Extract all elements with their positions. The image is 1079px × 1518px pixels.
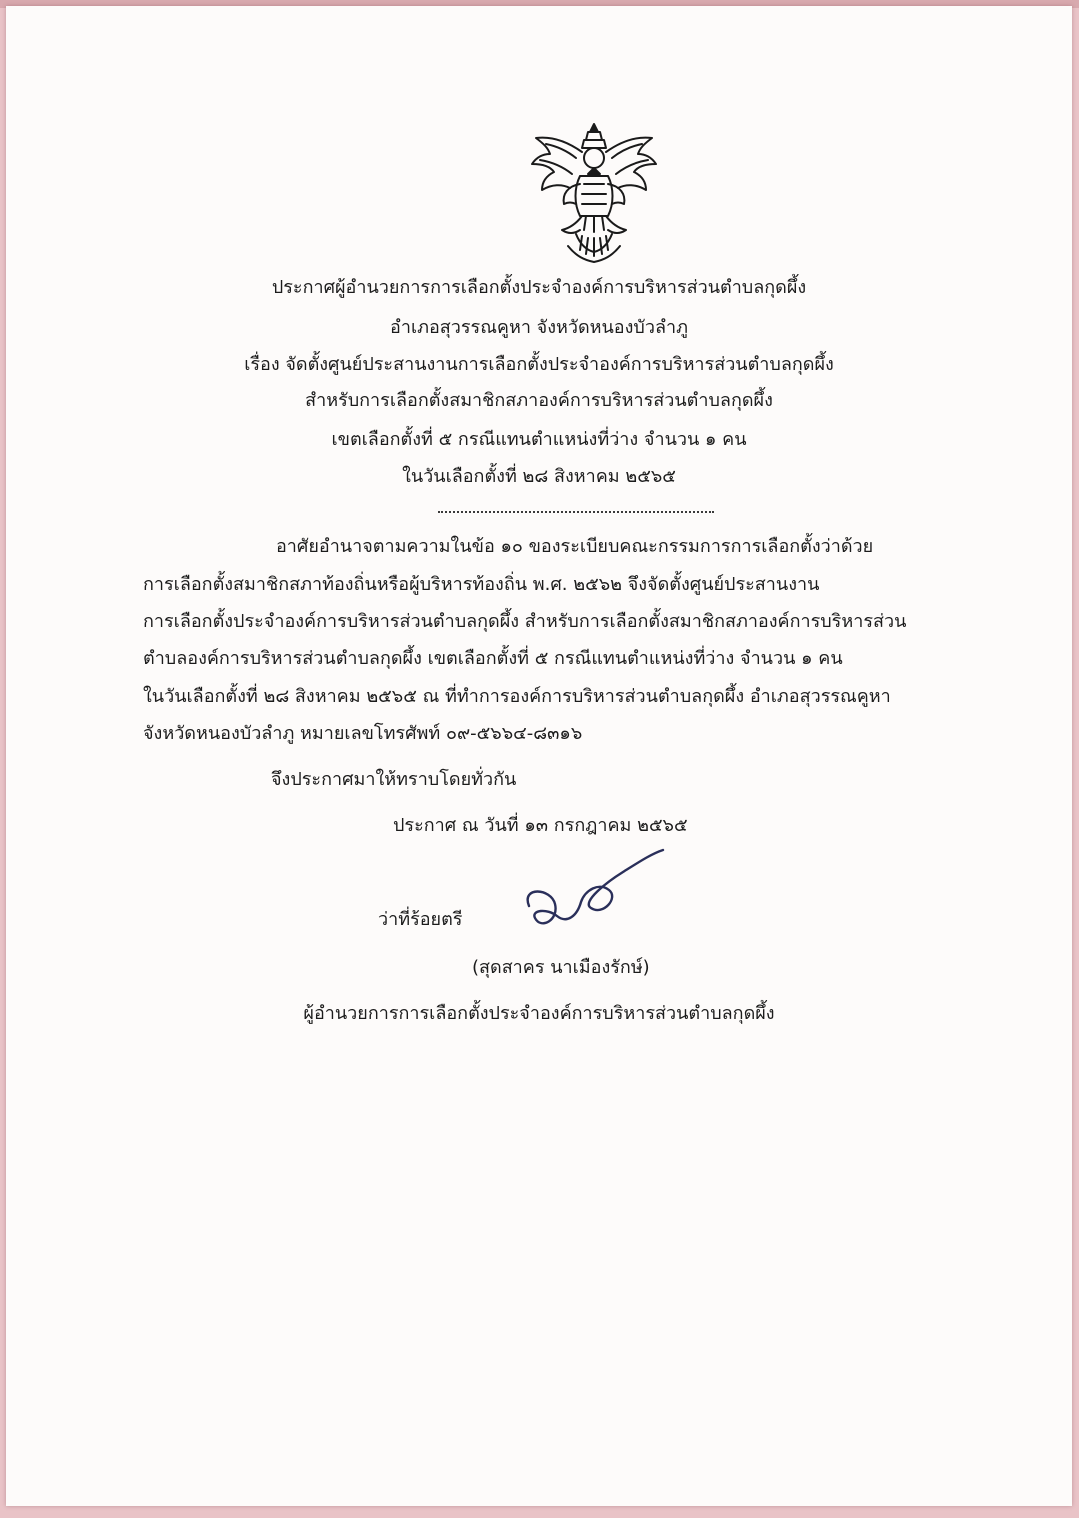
document-page bbox=[6, 6, 1072, 1506]
header-line-1: ประกาศผู้อำนวยการการเลือกตั้งประจำองค์การบริหารส่วนตำบลกุดผึ้ง bbox=[271, 277, 807, 298]
header-line-5: เขตเลือกตั้งที่ ๕ กรณีแทนตำแหน่งที่ว่าง จำนวน ๑ คน bbox=[331, 429, 747, 450]
body-line-2: การเลือกตั้งสมาชิกสภาท้องถิ่นหรือผู้บริหารท้องถิ่น พ.ศ. ๒๕๖๒ จึงจัดตั้งศูนย์ประสานงาน bbox=[143, 574, 820, 595]
body-line-6: จังหวัดหนองบัวลำภู หมายเลขโทรศัพท์ ๐๙-๕๖๖๔-๘๓๑๖ bbox=[143, 723, 583, 744]
closing-line: จึงประกาศมาให้ทราบโดยทั่วกัน bbox=[271, 769, 517, 790]
dotted-divider bbox=[438, 511, 714, 513]
body-line-3: การเลือกตั้งประจำองค์การบริหารส่วนตำบลกุดผึ้ง สำหรับการเลือกตั้งสมาชิกสภาองค์การบริหารส่วน bbox=[143, 611, 907, 632]
signature-image bbox=[511, 846, 681, 946]
body-line-5: ในวันเลือกตั้งที่ ๒๘ สิงหาคม ๒๕๖๕ ณ ที่ทำการองค์การบริหารส่วนตำบลกุดผึ้ง อำเภอสุวรรณคูหา bbox=[143, 686, 891, 707]
signer-position: ผู้อำนวยการการเลือกตั้งประจำองค์การบริหารส่วนตำบลกุดผึ้ง bbox=[303, 1003, 775, 1024]
garuda-emblem-icon bbox=[524, 118, 664, 268]
body-line-4: ตำบลองค์การบริหารส่วนตำบลกุดผึ้ง เขตเลือกตั้งที่ ๕ กรณีแทนตำแหน่งที่ว่าง จำนวน ๑ คน bbox=[143, 648, 843, 669]
header-line-2: อำเภอสุวรรณคูหา จังหวัดหนองบัวลำภู bbox=[390, 317, 688, 338]
signer-rank: ว่าที่ร้อยตรี bbox=[378, 909, 463, 930]
header-line-4: สำหรับการเลือกตั้งสมาชิกสภาองค์การบริหารส่วนตำบลกุดผึ้ง bbox=[305, 390, 773, 411]
signer-name: (สุดสาคร นาเมืองรักษ์) bbox=[472, 957, 650, 978]
body-line-1: อาศัยอำนาจตามความในข้อ ๑๐ ของระเบียบคณะกรรมการการเลือกตั้งว่าด้วย bbox=[276, 536, 874, 557]
header-subject-line: เรื่อง จัดตั้งศูนย์ประสานงานการเลือกตั้งประจำองค์การบริหารส่วนตำบลกุดผึ้ง bbox=[244, 354, 834, 375]
header-line-6: ในวันเลือกตั้งที่ ๒๘ สิงหาคม ๒๕๖๕ bbox=[402, 466, 676, 487]
date-line: ประกาศ ณ วันที่ ๑๓ กรกฎาคม ๒๕๖๕ bbox=[393, 815, 688, 836]
